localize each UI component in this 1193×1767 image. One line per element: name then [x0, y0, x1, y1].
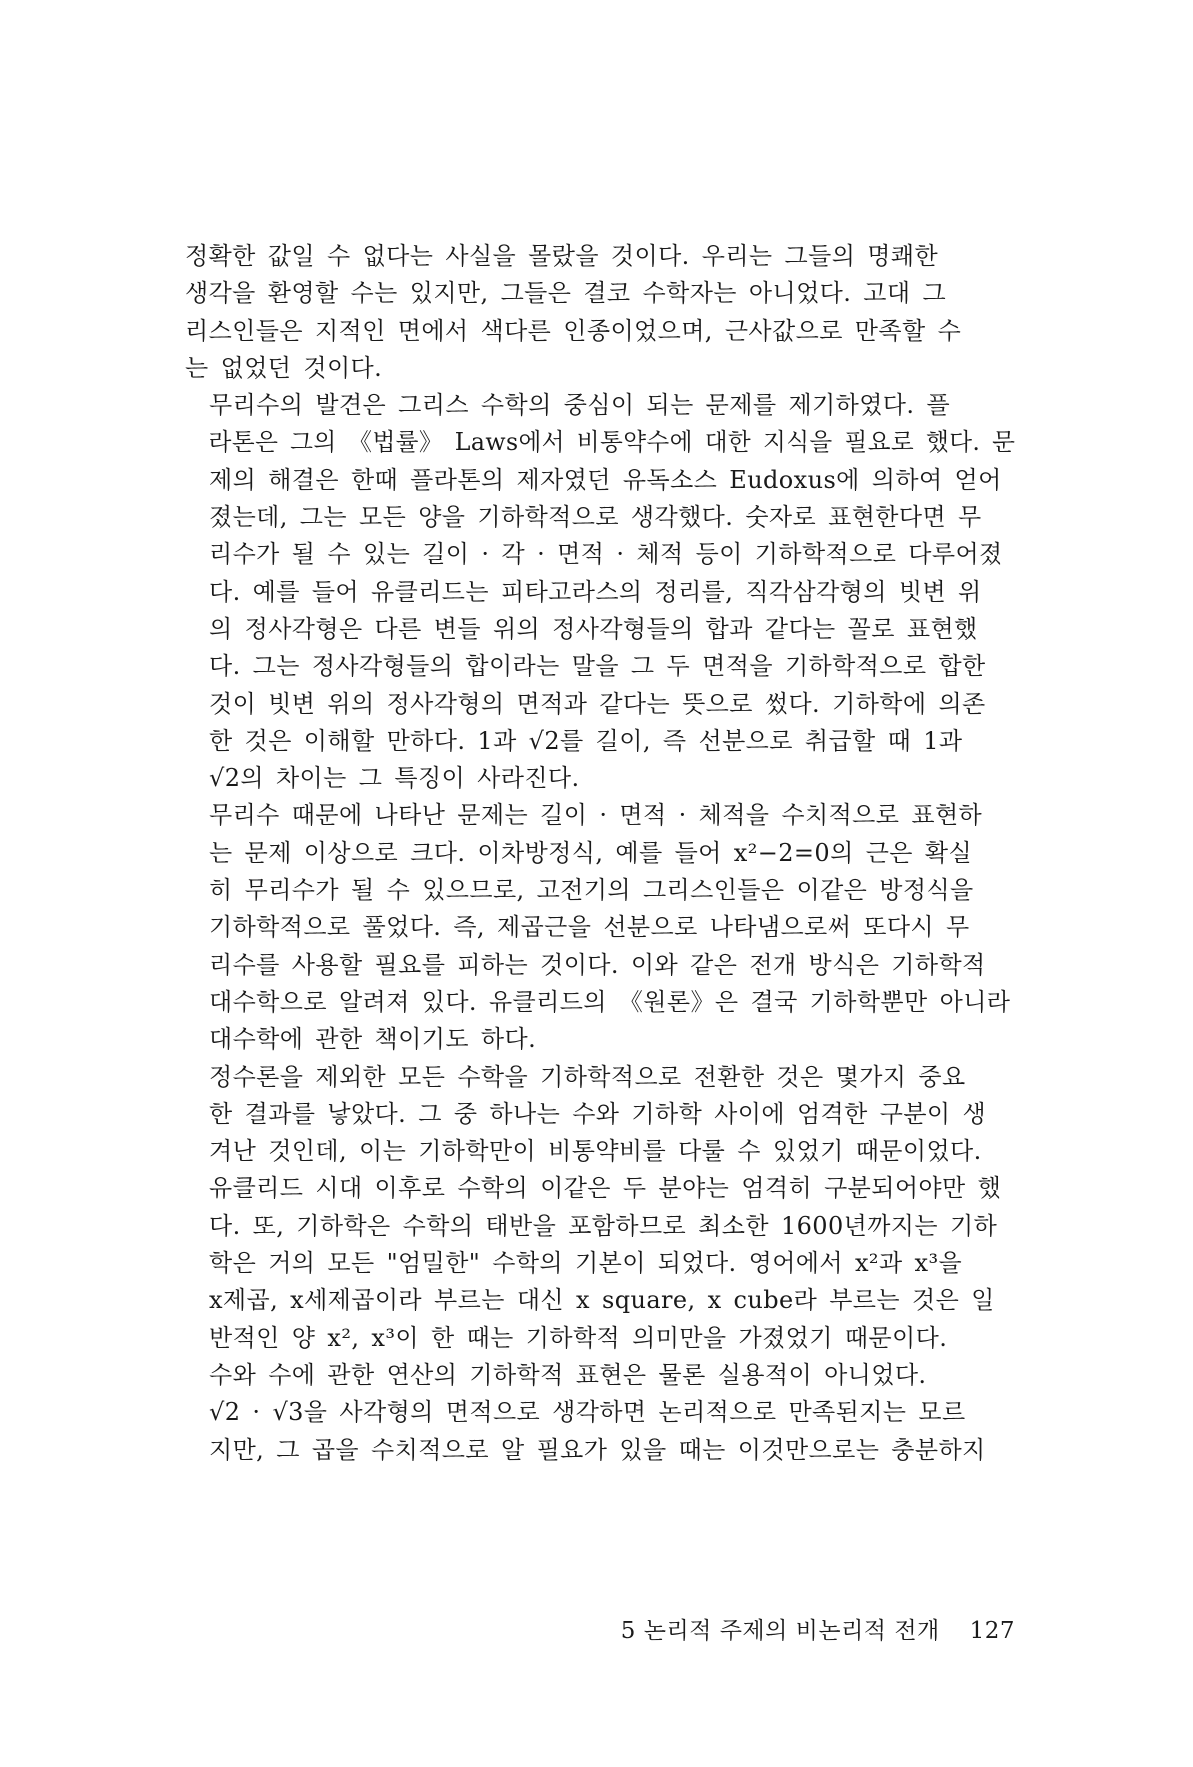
paragraph-5 [185, 1357, 1015, 1469]
chapter-title: 5 논리적 주제의 비논리적 전개 [620, 1618, 940, 1644]
text-line: 리수가 될 수 있는 길이 · 각 · 면적 · 체적 등이 기하학적으로 다루어졌 [209, 540, 1003, 569]
text-line: 한 결과를 낳았다. 그 중 하나는 수와 기하학 사이에 엄격한 구분이 생 [209, 1099, 987, 1128]
text-line: 겨난 것인데, 이는 기하학만이 비통약비를 다룰 수 있었기 때문이었다. [209, 1137, 982, 1166]
text-line: 히 무리수가 될 수 있으므로, 고전기의 그리스인들은 이같은 방정식을 [209, 876, 974, 905]
text-line: 무리수의 발견은 그리스 수학의 중심이 되는 문제를 제기하였다. 플 [209, 391, 951, 420]
text-line: 정수론을 제외한 모든 수학을 기하학적으로 전환한 것은 몇가지 중요 [209, 1062, 966, 1091]
text-line: 대수학에 관한 책이기도 하다. [209, 1025, 537, 1054]
text-line: 는 문제 이상으로 크다. 이차방정식, 예를 들어 x²−2=0의 근은 확실 [209, 838, 973, 867]
text-line: 한 것은 이해할 만하다. 1과 √2를 길이, 즉 선분으로 취급할 때 1과 [209, 726, 963, 755]
text-line: 제의 해결은 한때 플라톤의 제자였던 유독소스 Eudoxus에 의하여 얻어 [209, 465, 1002, 494]
text-line: 졌는데, 그는 모든 양을 기하학적으로 생각했다. 숫자로 표현한다면 무 [209, 503, 982, 532]
text-line: 지만, 그 곱을 수치적으로 알 필요가 있을 때는 이것만으로는 충분하지 [209, 1435, 986, 1464]
text-line: 반적인 양 x², x³이 한 때는 기하학적 의미만을 가졌었기 때문이다. [209, 1323, 948, 1352]
text-line: 다. 예를 들어 유클리드는 피타고라스의 정리를, 직각삼각형의 빗변 위 [209, 577, 982, 606]
text-line: 수와 수에 관한 연산의 기하학적 표현은 물론 실용적이 아니었다. [209, 1360, 927, 1389]
paragraph-4 [185, 1059, 1015, 1357]
text-line: 무리수 때문에 나타난 문제는 길이 · 면적 · 체적을 수치적으로 표현하 [209, 801, 983, 830]
paragraph-2 [185, 387, 1015, 797]
text-line: √2 · √3을 사각형의 면적으로 생각하면 논리적으로 만족된지는 모르 [209, 1398, 966, 1427]
text-line: 유클리드 시대 이후로 수학의 이같은 두 분야는 엄격히 구분되어야만 했 [209, 1174, 1002, 1203]
page-body [185, 238, 1015, 1469]
text-line: x제곱, x세제곱이라 부르는 대신 x square, x cube라 부르는 것은 일 [209, 1286, 995, 1315]
page-footer [185, 1612, 1015, 1645]
text-line: 기하학적으로 풀었다. 즉, 제곱근을 선분으로 나타냄으로써 또다시 무 [209, 913, 970, 942]
page-number: 127 [969, 1618, 1015, 1644]
text-line: √2의 차이는 그 특징이 사라진다. [209, 764, 580, 793]
text-line: 라톤은 그의 《법률》 Laws에서 비통약수에 대한 지식을 필요로 했다. 문 [208, 428, 1016, 457]
text-line: 리스인들은 지적인 면에서 색다른 인종이었으며, 근사값으로 만족할 수 [185, 316, 962, 345]
paragraph-3 [185, 797, 1015, 1058]
text-line: 생각을 환영할 수는 있지만, 그들은 결코 수학자는 아니었다. 고대 그 [185, 279, 947, 308]
text-line: 대수학으로 알려져 있다. 유클리드의 《원론》은 결국 기하학뿐만 아니라 [209, 987, 1011, 1016]
text-line: 정확한 값일 수 없다는 사실을 몰랐을 것이다. 우리는 그들의 명쾌한 [185, 242, 939, 270]
text-line: 것이 빗변 위의 정사각형의 면적과 같다는 뜻으로 썼다. 기하학에 의존 [209, 689, 986, 718]
paragraph-1 [185, 238, 1015, 387]
text-line: 의 정사각형은 다른 변들 위의 정사각형들의 합과 같다는 꼴로 표현했 [209, 614, 978, 643]
text-line: 리수를 사용할 필요를 피하는 것이다. 이와 같은 전개 방식은 기하학적 [209, 950, 986, 979]
text-line: 학은 거의 모든 "엄밀한" 수학의 기본이 되었다. 영어에서 x²과 x³을 [209, 1249, 963, 1278]
text-line: 다. 그는 정사각형들의 합이라는 말을 그 두 면적을 기하학적으로 합한 [209, 652, 986, 681]
text-line: 다. 또, 기하학은 수학의 태반을 포함하므로 최소한 1600년까지는 기하 [209, 1211, 998, 1240]
text-line: 는 없었던 것이다. [185, 353, 383, 382]
